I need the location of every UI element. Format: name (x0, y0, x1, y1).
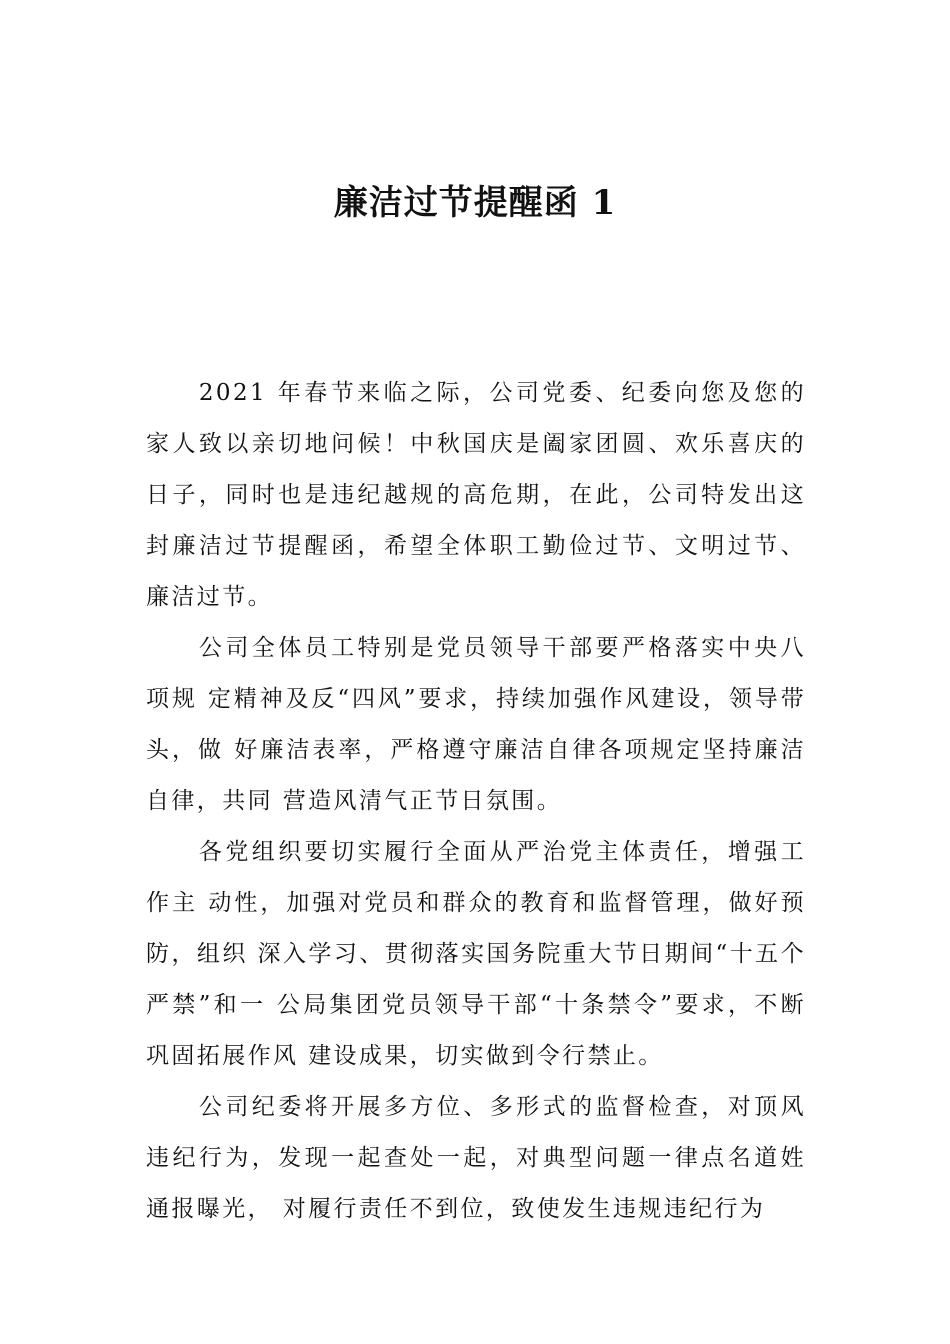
paragraph-4: 公司纪委将开展多方位、多形式的监督检查，对顶风违纪行为，发现一起查处一起，对典型问题一律点名道姓通报曝光， 对履行责任不到位，致使发生违规违纪行为 (146, 1094, 806, 1222)
document-title: 廉洁过节提醒函 1 (333, 183, 617, 223)
paragraph-1: 2021 年春节来临之际，公司党委、纪委向您及您的家人致以亲切地问候！中秋国庆是阖家团圆、欢乐喜庆的日子，同时也是违纪越规的高危期，在此，公司特发出这封廉洁过节提醒函，希望全体职工勤俭过节、文明过节、廉洁过节。 (146, 380, 806, 610)
paragraph-2: 公司全体员工特别是党员领导干部要严格落实中央八项规 定精神及反“四风”要求，持续加强作风建设，领导带头，做 好廉洁表率，严格遵守廉洁自律各项规定坚持廉洁自律，共同 营造风清气正节日氛围。 (146, 635, 806, 814)
document-body (146, 368, 806, 1235)
paragraph-3: 各党组织要切实履行全面从严治党主体责任，增强工作主 动性，加强对党员和群众的教育和监督管理，做好预防，组织 深入学习、贯彻落实国务院重大节日期间“十五个严禁”和一 公局集团党员领导干部“十条禁令”要求，不断巩固拓展作风 建设成果，切实做到令行禁止。 (146, 839, 806, 1069)
